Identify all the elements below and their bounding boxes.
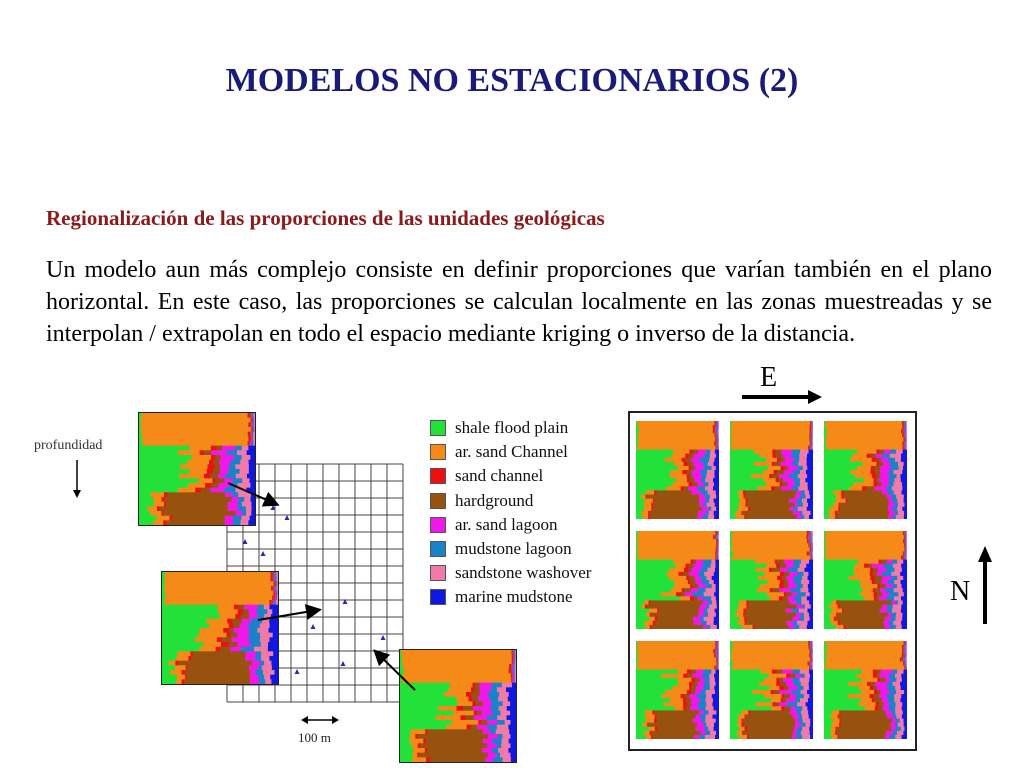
proportion-curve-bottom-graphic	[400, 650, 516, 762]
legend-label: mudstone lagoon	[455, 539, 572, 559]
slide-subtitle: Regionalización de las proporciones de las unidades geológicas	[46, 206, 605, 230]
sample-location-marker	[381, 635, 386, 640]
proportion-curve-middle-graphic	[162, 572, 278, 684]
legend-item	[430, 537, 591, 561]
interpolated-curve	[636, 641, 719, 739]
interpolated-curve	[730, 641, 813, 739]
scale-bar-icon	[300, 710, 340, 730]
east-arrow-icon	[740, 388, 824, 406]
interpolated-curve	[824, 421, 907, 519]
interpolated-curve	[824, 531, 907, 629]
proportion-map	[628, 411, 917, 751]
legend-label: shale flood plain	[455, 418, 569, 438]
proportion-curve-bottom	[399, 649, 517, 763]
legend-item	[430, 561, 591, 585]
legend-swatch	[430, 541, 446, 557]
proportion-curve-top	[138, 412, 256, 526]
interpolated-curve	[636, 531, 719, 629]
legend-item	[430, 513, 591, 537]
legend-item	[430, 416, 591, 440]
legend-item	[430, 464, 591, 488]
sample-location-marker	[341, 661, 346, 666]
legend-swatch	[430, 420, 446, 436]
legend-label: sandstone washover	[455, 563, 592, 583]
slide-title: MODELOS NO ESTACIONARIOS (2)	[225, 62, 799, 99]
sample-location-marker	[285, 515, 290, 520]
legend-swatch	[430, 565, 446, 581]
interpolated-curve	[730, 531, 813, 629]
proportion-curve-top-graphic	[139, 413, 255, 525]
legend-swatch	[430, 517, 446, 533]
scale-label: 100 m	[298, 730, 331, 745]
sample-location-marker	[261, 551, 266, 556]
legend-swatch	[430, 493, 446, 509]
legend	[430, 416, 591, 610]
sample-location-marker	[311, 624, 316, 629]
interpolated-curve	[730, 421, 813, 519]
legend-swatch	[430, 444, 446, 460]
sample-location-marker	[295, 669, 300, 674]
depth-label: profundidad	[34, 438, 103, 453]
north-label: N	[950, 576, 971, 607]
legend-label: sand channel	[455, 466, 544, 486]
legend-item	[430, 585, 591, 609]
north-arrow-icon	[975, 544, 995, 626]
legend-item	[430, 489, 591, 513]
legend-item	[430, 440, 591, 464]
east-label: E	[760, 362, 778, 393]
legend-label: marine mudstone	[455, 587, 573, 607]
proportion-curve-middle	[161, 571, 279, 685]
legend-label: hardground	[455, 490, 534, 510]
legend-label: ar. sand Channel	[455, 442, 568, 462]
legend-label: ar. sand lagoon	[455, 514, 558, 534]
legend-swatch	[430, 468, 446, 484]
depth-arrow-icon	[68, 458, 88, 500]
legend-swatch	[430, 589, 446, 605]
body-paragraph: Un modelo aun más complejo consiste en definir proporciones que varían también en el plano horizontal. En este caso, las proporciones se calculan localmente en las zonas muestreadas y se interpolan / extrapolan en todo el espacio mediante kriging o inverso de la distancia.	[46, 257, 992, 347]
interpolated-curve	[824, 641, 907, 739]
interpolated-curve	[636, 421, 719, 519]
